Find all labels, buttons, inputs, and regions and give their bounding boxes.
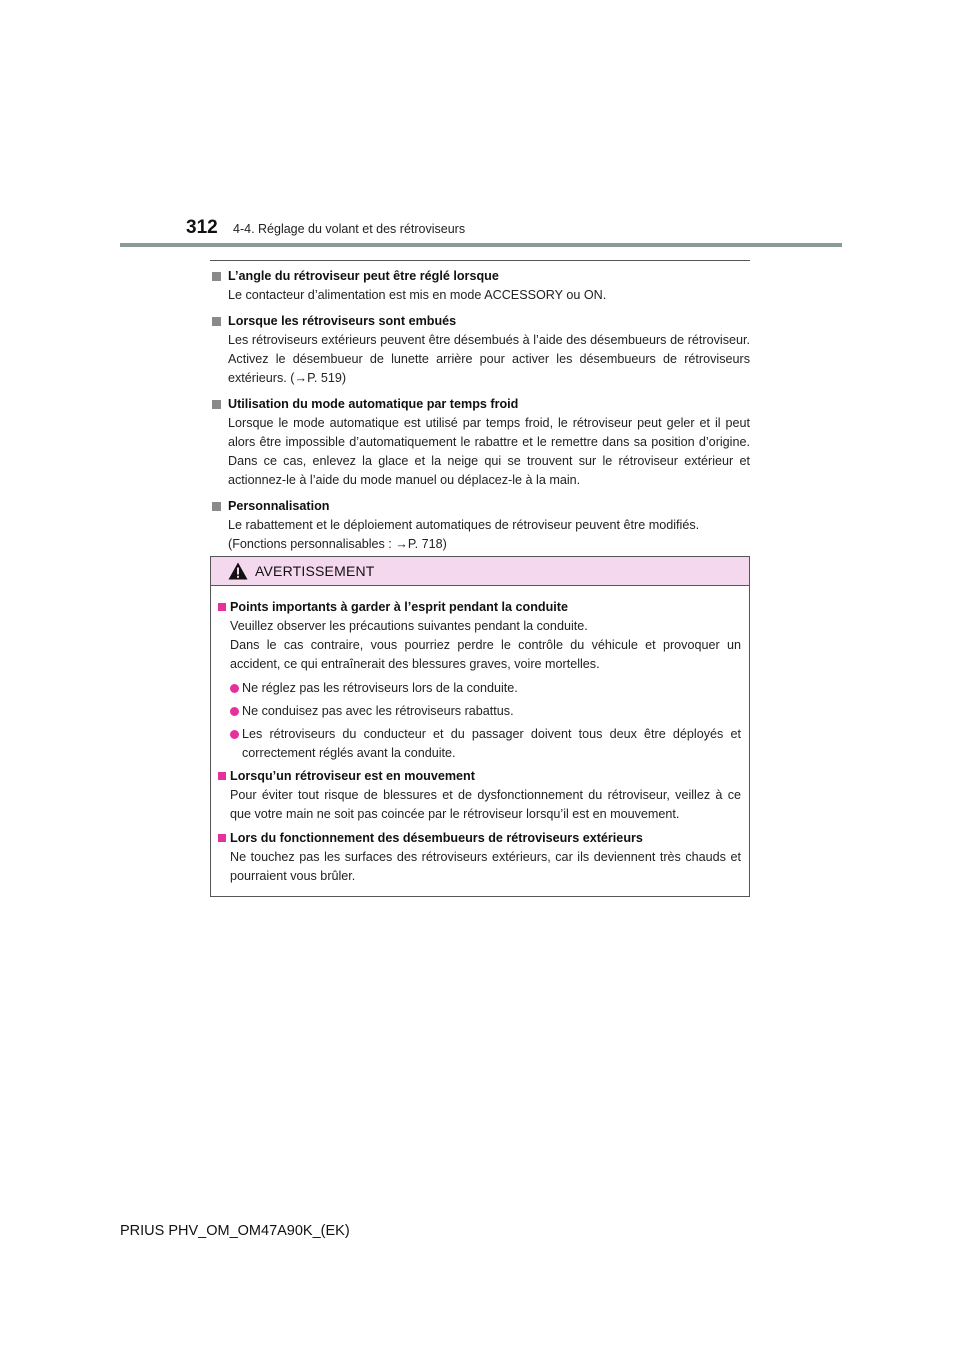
warning-body	[211, 586, 749, 886]
warning-box	[210, 556, 750, 897]
warning-title: AVERTISSEMENT	[255, 563, 375, 579]
warning-bullet: Les rétroviseurs du conducteur et du passager doivent tous deux être déployés et correctement réglés avant la conduite.	[218, 725, 741, 763]
square-bullet-icon	[212, 400, 221, 409]
circle-bullet-icon	[230, 707, 239, 716]
item-body: Les rétroviseurs extérieurs peuvent être désembués à l’aide des désembueurs de rétroviseur. Activez le désembueur de lunette arrière pour activer les désembueurs de rétroviseurs extérieurs. (→P. 519)	[228, 333, 750, 385]
square-bullet-icon	[218, 772, 226, 780]
warning-bullet: Ne conduisez pas avec les rétroviseurs rabattus.	[218, 702, 741, 721]
item-body-line: Le rabattement et le déploiement automatiques de rétroviseur peuvent être modifiés.	[228, 518, 700, 532]
item-title: L’angle du rétroviseur peut être réglé lorsque	[210, 267, 750, 286]
item-title: Personnalisation	[210, 497, 750, 516]
warning-section-body: Pour éviter tout risque de blessures et de dysfonctionnement du rétroviseur, veillez à ce que votre main ne soit pas coincée par le rétroviseur lorsqu’il est en mouvement.	[230, 788, 741, 821]
item-body: Le contacteur d’alimentation est mis en mode ACCESSORY ou ON.	[228, 288, 607, 302]
square-bullet-icon	[218, 834, 226, 842]
warning-triangle-icon	[228, 562, 248, 580]
square-bullet-icon	[218, 603, 226, 611]
warning-section-title: Lors du fonctionnement des désembueurs de rétroviseurs extérieurs	[218, 829, 741, 848]
item-title: Lorsque les rétroviseurs sont embués	[210, 312, 750, 331]
warning-section-body: Ne touchez pas les surfaces des rétroviseurs extérieurs, car ils deviennent très chauds et pourraient vous brûler.	[230, 850, 741, 883]
header-rule	[120, 243, 842, 247]
section-title: 4-4. Réglage du volant et des rétroviseurs	[233, 222, 466, 236]
square-bullet-icon	[212, 502, 221, 511]
square-bullet-icon	[212, 317, 221, 326]
square-bullet-icon	[212, 272, 221, 281]
circle-bullet-icon	[230, 684, 239, 693]
item-body: Lorsque le mode automatique est utilisé par temps froid, le rétroviseur peut geler et il peut alors être impossible d’automatiquement le rabattre et le remettre dans sa position d’origine. Dans ce cas, enlevez la glace et la neige qui se trouvent sur le rétroviseur extérieur et actionnez-le à l’aide du mode manuel ou déplacez-le à la main.	[228, 416, 750, 487]
item-title: Utilisation du mode automatique par temps froid	[210, 395, 750, 414]
warning-section-title: Lorsqu’un rétroviseur est en mouvement	[218, 767, 741, 786]
document-code: PRIUS PHV_OM_OM47A90K_(EK)	[120, 1223, 350, 1239]
warning-section-title: Points importants à garder à l’esprit pendant la conduite	[218, 598, 741, 617]
item-body-line: (Fonctions personnalisables : →P. 718)	[228, 537, 447, 551]
warning-bullet: Ne réglez pas les rétroviseurs lors de la conduite.	[218, 679, 741, 698]
page-number: 312	[186, 217, 218, 238]
content-rule	[210, 260, 750, 261]
circle-bullet-icon	[230, 730, 239, 739]
info-items	[210, 267, 750, 561]
warning-section-body: Veuillez observer les précautions suivantes pendant la conduite. Dans le cas contraire, vous pourriez perdre le contrôle du véhicule et provoquer un accident, ce qui entraînerait des blessures graves, voire mortelles.	[230, 619, 741, 671]
warning-header	[211, 557, 749, 586]
item-body	[210, 516, 750, 554]
